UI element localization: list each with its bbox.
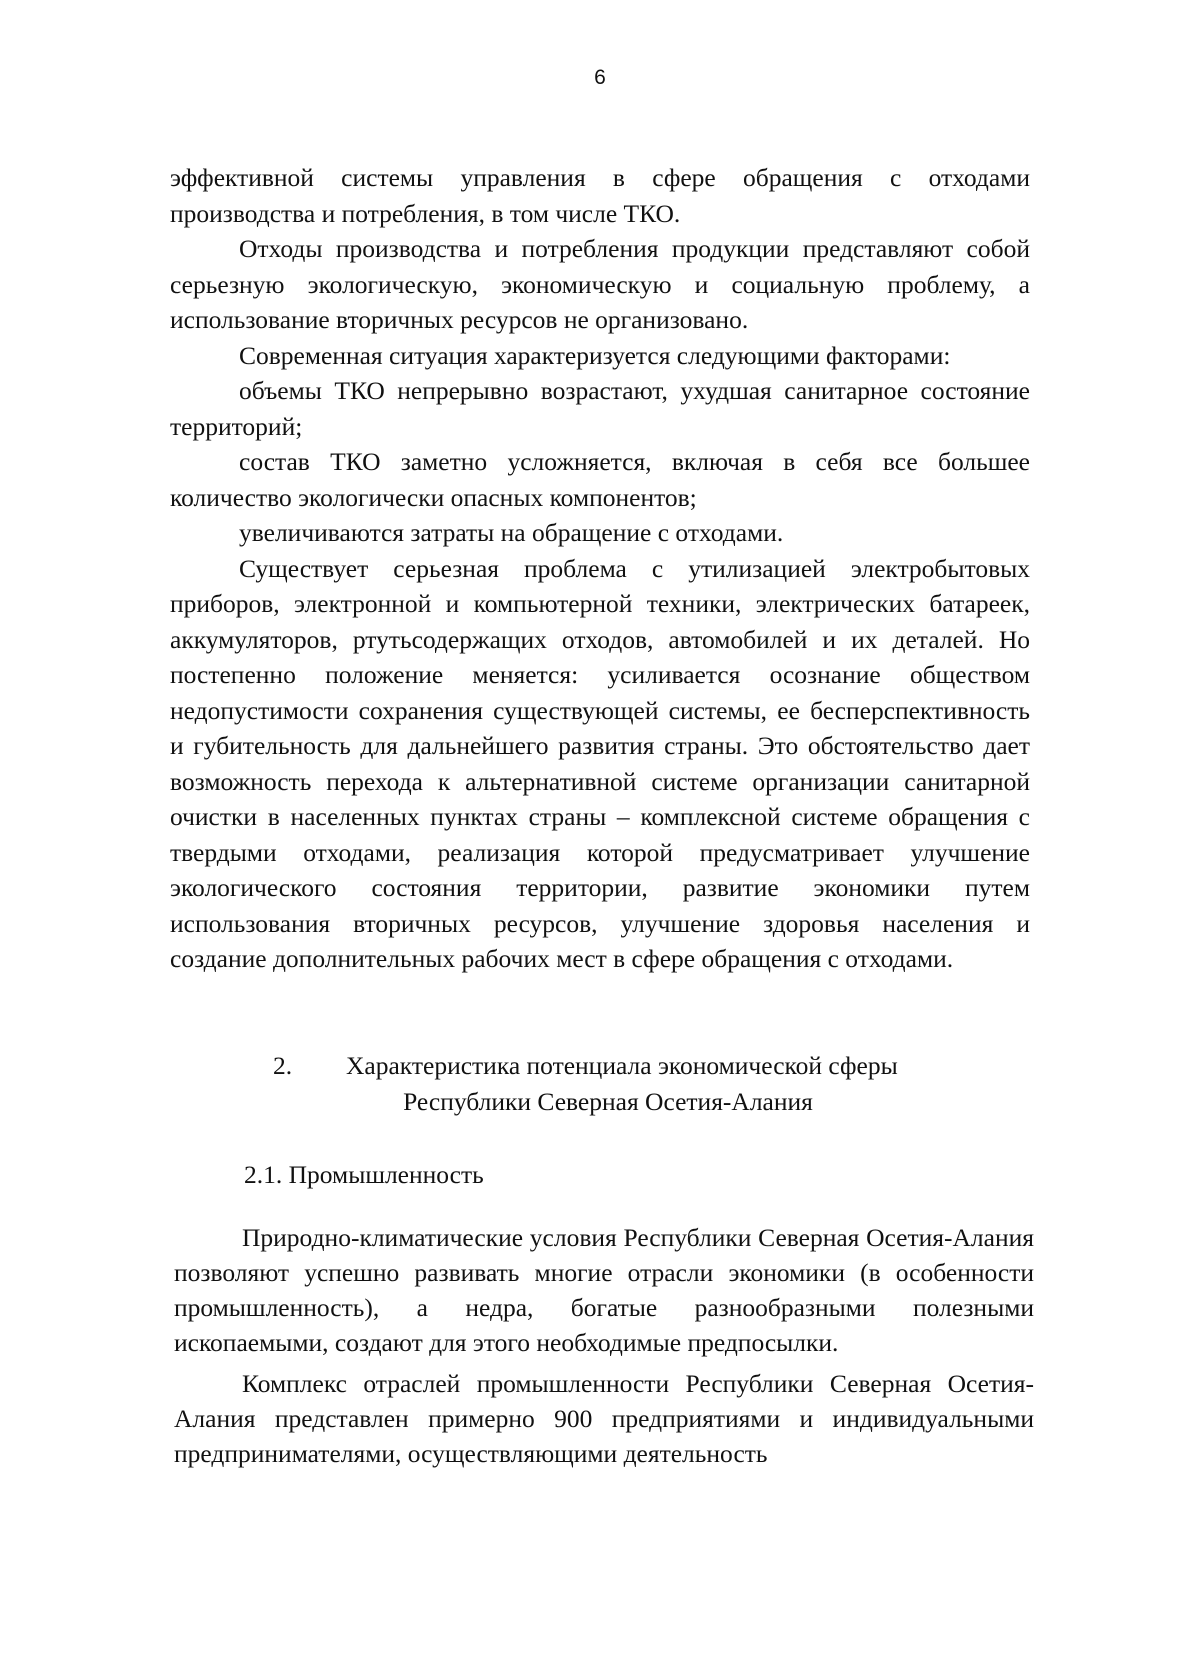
section-title-line-2: Республики Северная Осетия-Алания bbox=[403, 1087, 813, 1116]
list-paragraph: объемы ТКО непрерывно возрастают, ухудшая санитарное состояние территорий; bbox=[170, 376, 1030, 441]
section-number: 2. bbox=[273, 1051, 293, 1080]
section-title-line-1: Характеристика потенциала экономической сферы bbox=[346, 1051, 898, 1080]
body-text-top bbox=[170, 160, 1030, 977]
paragraph: Отходы производства и потребления продукции представляют собой серьезную экологическую, экономическую и социальную проблему, а использование вторичных ресурсов не организовано. bbox=[170, 234, 1030, 334]
subsection-heading: 2.1. Промышленность bbox=[244, 1160, 484, 1189]
paragraph: Комплекс отраслей промышленности Республики Северная Осетия-Алания представлен примерно 900 предприятиями и индивидуальными предпринимателями, осуществляющими деятельность bbox=[174, 1369, 1034, 1468]
paragraph: Современная ситуация характеризуется следующими факторами: bbox=[239, 340, 951, 370]
paragraph: Природно-климатические условия Республики Северная Осетия-Алания позволяют успешно развивать многие отрасли экономики (в особенности промышленность), а недра, богатые разнообразными полезными ископаемыми, создают для этого необходимые предпосылки. bbox=[174, 1223, 1034, 1357]
page-number: 6 bbox=[594, 66, 606, 89]
list-paragraph: увеличиваются затраты на обращение с отходами. bbox=[239, 518, 784, 547]
body-text-bottom bbox=[174, 1220, 1034, 1471]
list-paragraph: состав ТКО заметно усложняется, включая в себя все большее количество экологически опасных компонентов; bbox=[170, 447, 1030, 512]
paragraph: эффективной системы управления в сфере обращения с отходами производства и потребления, в том числе ТКО. bbox=[170, 163, 1030, 228]
paragraph: Существует серьезная проблема с утилизацией электробытовых приборов, электронной и компьютерной техники, электрических батареек, аккумуляторов, ртутьсодержащих отходов, автомобилей и их деталей. Но постепенно положение меняется: усиливается осознание обществом недопустимости сохранения существующей системы, ее бесперспективность и губительность для дальнейшего развития страны. Это обстоятельство дает возможность перехода к альтернативной системе организации санитарной очистки в населенных пунктах страны – комплексной системе обращения с твердыми отходами, реализация которой предусматривает улучшение экологического состояния территории, развитие экономики путем использования вторичных ресурсов, улучшение здоровья населения и создание дополнительных рабочих мест в сфере обращения с отходами. bbox=[170, 553, 1030, 973]
